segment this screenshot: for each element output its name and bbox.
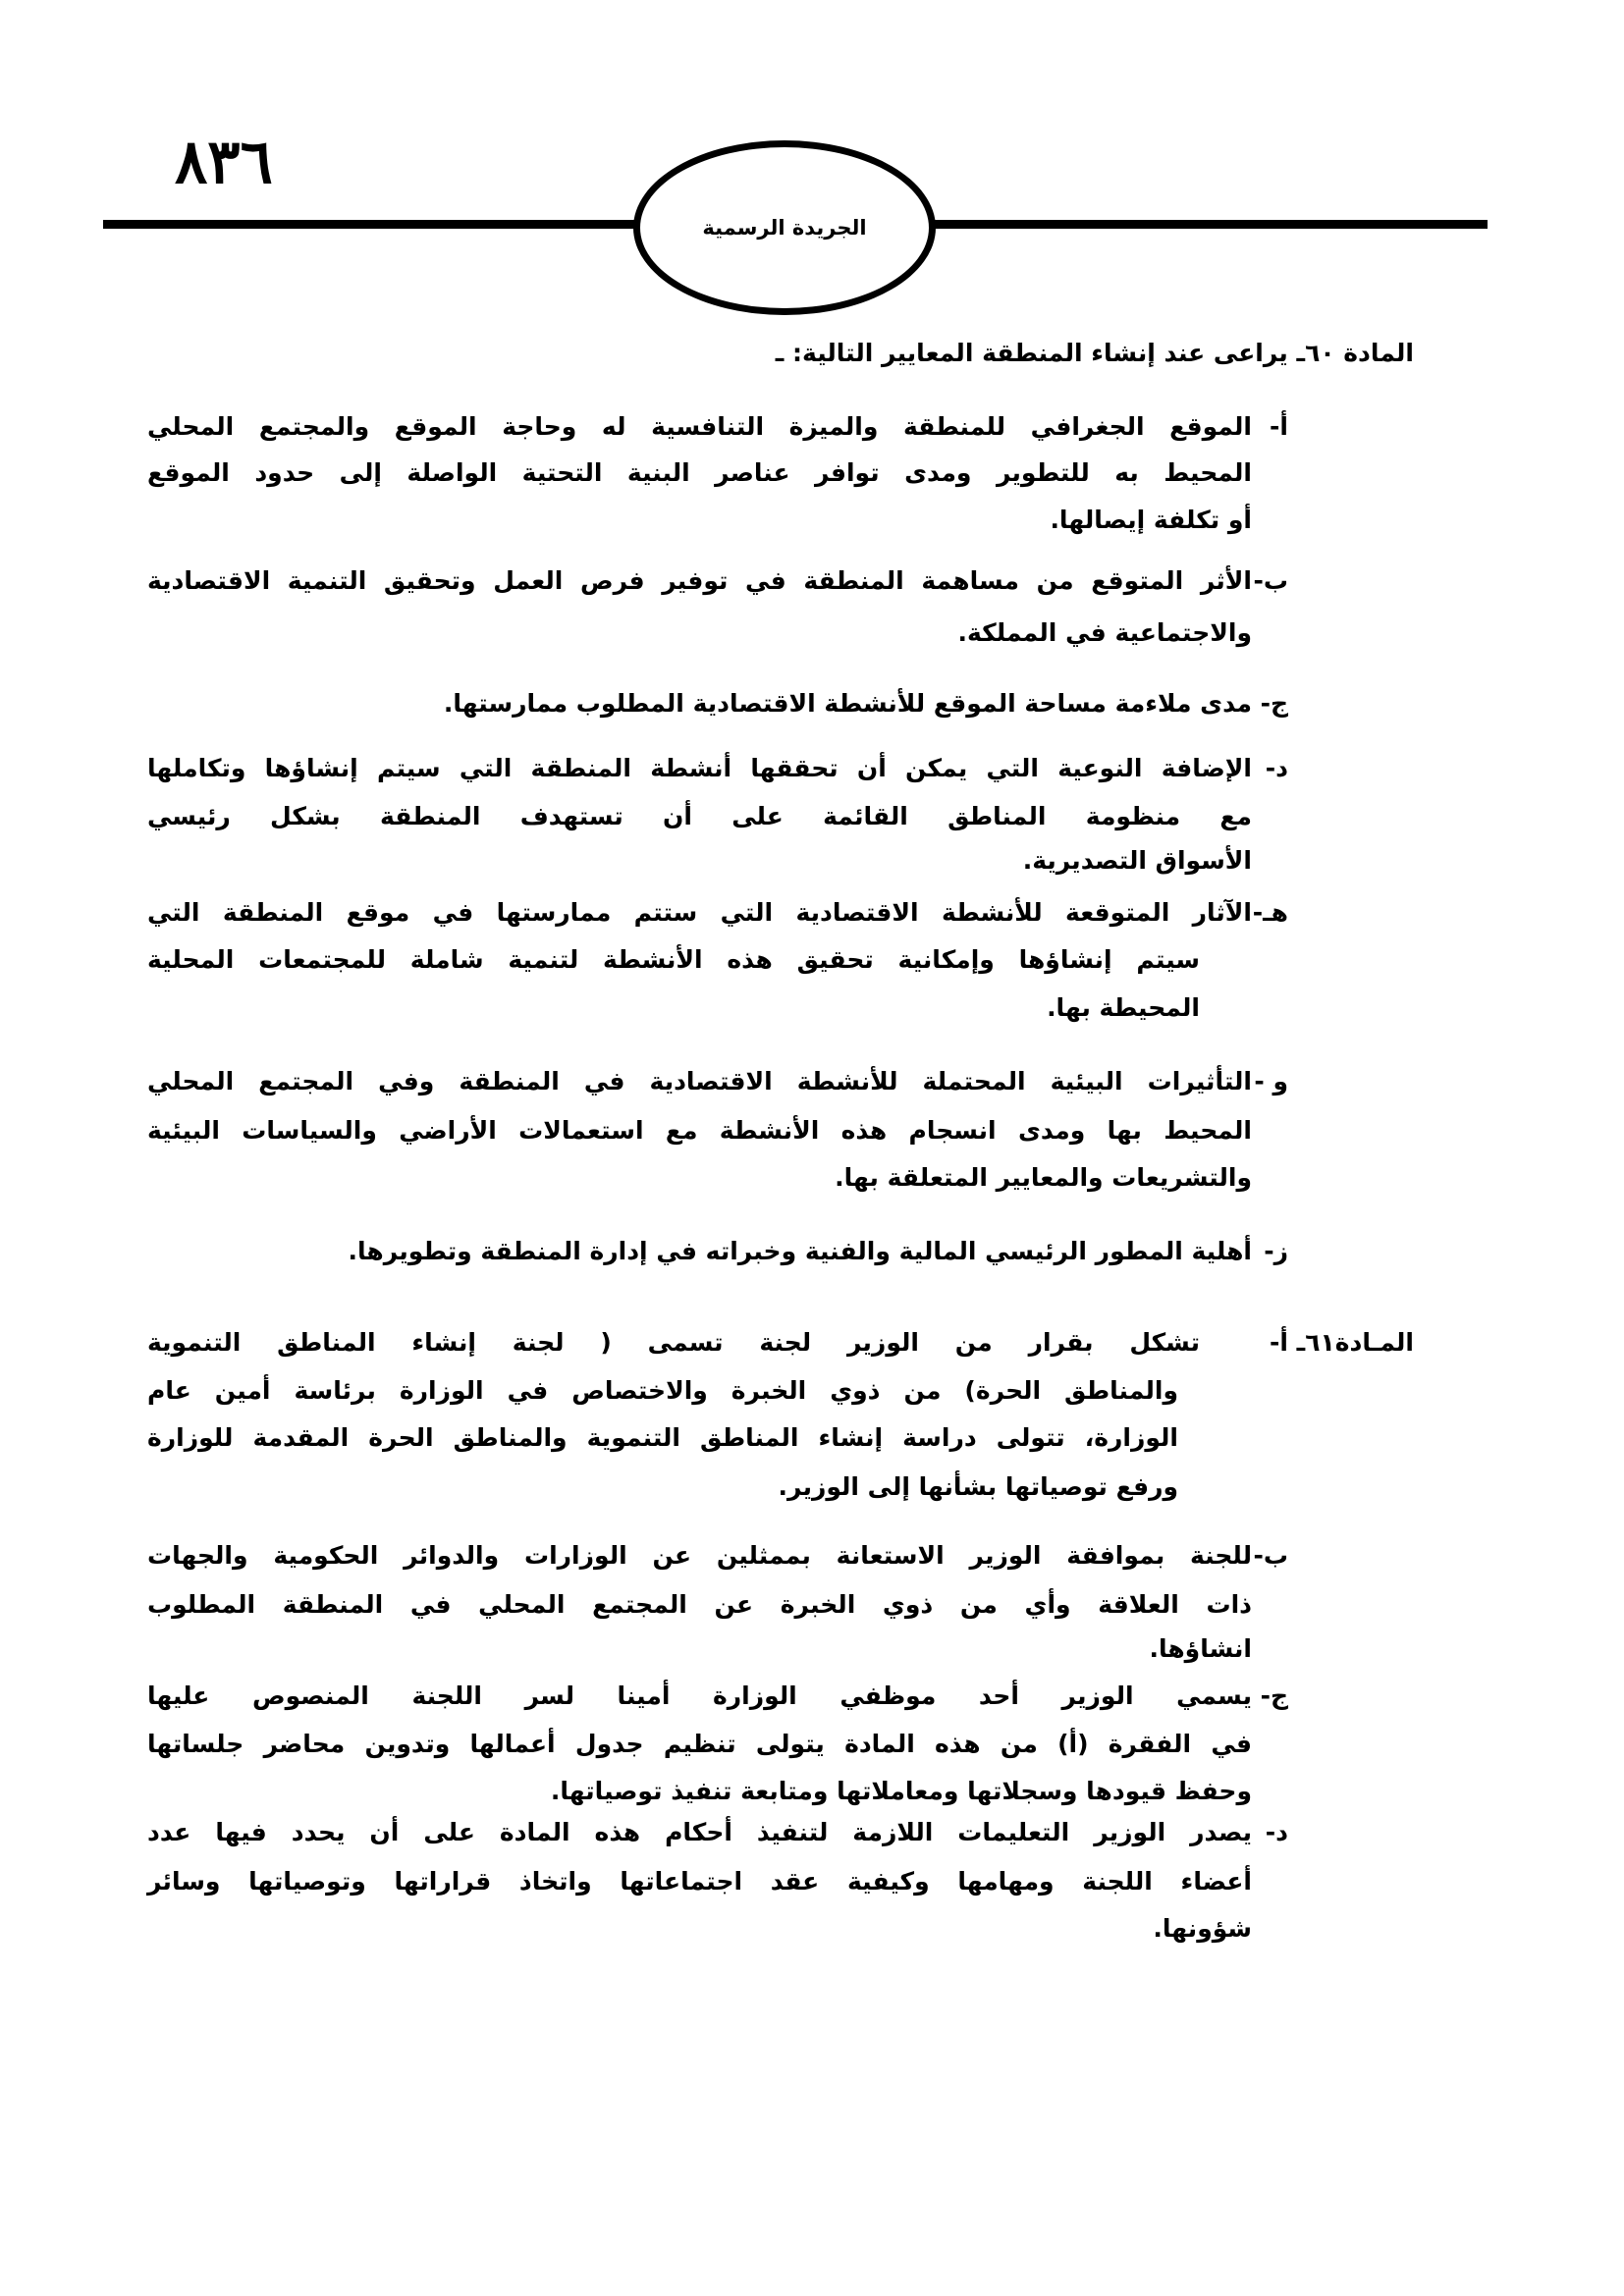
text-line: الأسواق التصديرية. xyxy=(1022,846,1252,875)
text-line: في الفقرة (أ) من هذه المادة يتولى تنظيم جدول أعمالها وتدوين محاضر جلساتها xyxy=(147,1730,1252,1758)
text-line: الموقع الجغرافي للمنطقة والميزة التنافسية له وحاجة الموقع والمجتمع المحلي xyxy=(147,412,1252,441)
page-number: ٨٣٦ xyxy=(175,126,273,197)
text-line: المحيط بها ومدى انسجام هذه الأنشطة مع استعمالات الأراضي والسياسات البيئية xyxy=(147,1116,1252,1145)
item-label: ب- xyxy=(1253,566,1288,595)
text-line: الأثر المتوقع من مساهمة المنطقة في توفير فرص العمل وتحقيق التنمية الاقتصادية xyxy=(147,566,1252,595)
text-line: يسمي الوزير أحد موظفي الوزارة أمينا لسر اللجنة المنصوص عليها xyxy=(147,1682,1252,1710)
text-line: شؤونها. xyxy=(1153,1914,1252,1943)
text-line: المحيط به للتطوير ومدى توافر عناصر البنية التحتية الواصلة إلى حدود الموقع xyxy=(147,458,1252,487)
text-line: أعضاء اللجنة ومهامها وكيفية عقد اجتماعاتها واتخاذ قراراتها وتوصياتها وسائر xyxy=(147,1867,1252,1896)
text-line: مع منظومة المناطق القائمة على أن تستهدف المنطقة بشكل رئيسي xyxy=(147,802,1252,830)
text-line: تشكل بقرار من الوزير لجنة تسمى ( لجنة إنشاء المناطق التنموية xyxy=(147,1328,1200,1357)
gazette-emblem xyxy=(633,140,936,315)
text-line: مدى ملاءمة مساحة الموقع للأنشطة الاقتصادية المطلوب ممارستها. xyxy=(443,689,1252,718)
item-label: ج- xyxy=(1260,689,1288,718)
item-label: ز- xyxy=(1264,1237,1288,1265)
gazette-title: الجريدة الرسمية xyxy=(702,216,867,240)
text-line: أو تكلفة إيصالها. xyxy=(1050,506,1252,534)
text-line: للجنة بموافقة الوزير الاستعانة بممثلين عن الوزارات والدوائر الحكومية والجهات xyxy=(147,1541,1252,1570)
item-label: د- xyxy=(1265,754,1288,782)
text-line: التأثيرات البيئية المحتملة للأنشطة الاقتصادية في المنطقة وفي المجتمع المحلي xyxy=(147,1067,1252,1095)
text-line: سيتم إنشاؤها وإمكانية تحقيق هذه الأنشطة لتنمية شاملة للمجتمعات المحلية xyxy=(147,945,1200,974)
text-line: وحفظ قيودها وسجلاتها ومعاملاتها ومتابعة تنفيذ توصياتها. xyxy=(550,1777,1252,1805)
text-line: انشاؤها. xyxy=(1149,1634,1252,1663)
item-label: ج- xyxy=(1260,1682,1288,1710)
item-label: د- xyxy=(1265,1818,1288,1846)
text-line: أهلية المطور الرئيسي المالية والفنية وخبراته في إدارة المنطقة وتطويرها. xyxy=(348,1237,1252,1265)
item-label: أ- xyxy=(1270,412,1288,441)
text-line: والمناطق الحرة) من ذوي الخبرة والاختصاص في الوزارة برئاسة أمين عام xyxy=(147,1376,1178,1405)
text-line: يصدر الوزير التعليمات اللازمة لتنفيذ أحكام هذه المادة على أن يحدد فيها عدد xyxy=(147,1818,1252,1846)
item-label: و - xyxy=(1254,1067,1288,1095)
text-line: ذات العلاقة وأي من ذوي الخبرة عن المجتمع المحلي في المنطقة المطلوب xyxy=(147,1590,1252,1619)
item-label: هـ- xyxy=(1252,898,1288,927)
text-line: والتشريعات والمعايير المتعلقة بها. xyxy=(835,1163,1252,1192)
text-line: والاجتماعية في المملكة. xyxy=(957,618,1252,647)
item-label: ب- xyxy=(1253,1541,1288,1570)
text-line: ورفع توصياتها بشأنها إلى الوزير. xyxy=(778,1472,1178,1501)
text-line: الوزارة، تتولى دراسة إنشاء المناطق التنموية والمناطق الحرة المقدمة للوزارة xyxy=(147,1423,1178,1452)
article-60-heading: المادة ٦٠ـ يراعى عند إنشاء المنطقة المعايير التالية: ـ xyxy=(775,339,1414,367)
article-61-heading: المـادة٦١ـ أ- xyxy=(1270,1328,1414,1357)
text-line: الآثار المتوقعة للأنشطة الاقتصادية التي ستتم ممارستها في موقع المنطقة التي xyxy=(147,898,1252,927)
text-line: المحيطة بها. xyxy=(1047,993,1200,1022)
text-line: الإضافة النوعية التي يمكن أن تحققها أنشطة المنطقة التي سيتم إنشاؤها وتكاملها xyxy=(147,754,1252,782)
